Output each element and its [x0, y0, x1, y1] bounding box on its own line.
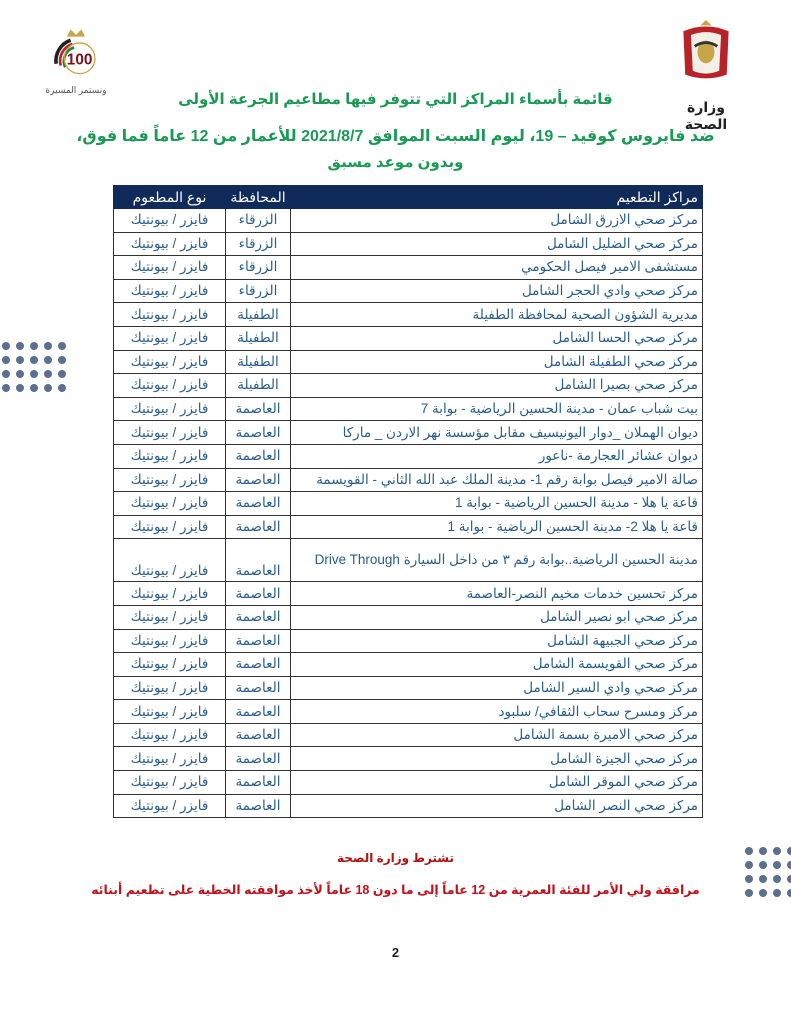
table-row: [114, 794, 703, 818]
vaccine-type: فايزر / بيونتيك: [114, 421, 226, 445]
vaccine-type: فايزر / بيونتيك: [114, 468, 226, 492]
title-line-2: ضد فايروس كوفيد – 19، ليوم السبت الموافق 2021/8/7 للأعمار من 12 عاماً فما فوق،: [76, 128, 715, 145]
centennial-logo-caption: ونستمر المسيرة: [45, 85, 107, 95]
governorate: العاصمة: [226, 723, 291, 747]
center-name: ديوان الهملان _دوار اليونيسيف مقابل مؤسسة نهر الاردن _ ماركا: [291, 421, 703, 445]
vaccine-type: فايزر / بيونتيك: [114, 653, 226, 677]
center-name: مركز صحي الحسا الشامل: [291, 326, 703, 350]
title-line-3: وبدون موعد مسبق: [327, 154, 464, 171]
table-row: [114, 515, 703, 539]
governorate: الطفيلة: [226, 374, 291, 398]
crown-100-emblem-icon: [40, 24, 112, 80]
table-row: [114, 700, 703, 724]
center-name: مركز صحي الازرق الشامل: [291, 209, 703, 233]
governorate: العاصمة: [226, 397, 291, 421]
vaccine-type: فايزر / بيونتيك: [114, 397, 226, 421]
vaccine-type: فايزر / بيونتيك: [114, 605, 226, 629]
governorate: العاصمة: [226, 421, 291, 445]
governorate: الزرقاء: [226, 256, 291, 280]
vaccine-type: فايزر / بيونتيك: [114, 326, 226, 350]
governorate: العاصمة: [226, 794, 291, 818]
governorate: العاصمة: [226, 700, 291, 724]
center-name: صالة الامير فيصل بوابة رقم 1- مدينة الملك عبد الله الثاني - القويسمة: [291, 468, 703, 492]
center-name: مركز صحي بصيرا الشامل: [291, 374, 703, 398]
center-name: مركز ومسرح سحاب الثقافي/ سلبود: [291, 700, 703, 724]
center-name: مدينة الحسين الرياضية..بوابة رقم ٣ من داخل السيارة Drive Through: [291, 539, 703, 582]
governorate: العاصمة: [226, 653, 291, 677]
governorate: العاصمة: [226, 492, 291, 516]
governorate: الطفيلة: [226, 326, 291, 350]
condition-text: مرافقة ولي الأمر للفئة العمرية من 12 عاماً إلى ما دون 18 عاماً لأخذ موافقته الخطية على تطعيم أبنائه: [91, 883, 700, 898]
vaccine-type: فايزر / بيونتيك: [114, 747, 226, 771]
table-row: [114, 747, 703, 771]
center-name: مستشفى الامير فيصل الحكومي: [291, 256, 703, 280]
center-name: مركز صحي الضليل الشامل: [291, 232, 703, 256]
vaccine-type: فايزر / بيونتيك: [114, 539, 226, 582]
table-row: [114, 209, 703, 233]
table-row: [114, 350, 703, 374]
table-row: [114, 629, 703, 653]
table-row: [114, 421, 703, 445]
center-name: مركز صحي الجبيهة الشامل: [291, 629, 703, 653]
vaccine-type: فايزر / بيونتيك: [114, 492, 226, 516]
governorate: الزرقاء: [226, 209, 291, 233]
table-row: [114, 397, 703, 421]
governorate: العاصمة: [226, 629, 291, 653]
governorate: العاصمة: [226, 444, 291, 468]
jordan-coat-of-arms-icon: [670, 18, 742, 84]
vaccine-type: فايزر / بيونتيك: [114, 374, 226, 398]
governorate: العاصمة: [226, 539, 291, 582]
governorate: الطفيلة: [226, 303, 291, 327]
table-row: [114, 582, 703, 606]
center-name: مركز صحي النصر الشامل: [291, 794, 703, 818]
governorate: العاصمة: [226, 515, 291, 539]
governorate: العاصمة: [226, 582, 291, 606]
page-number: 2: [391, 945, 400, 961]
governorate: العاصمة: [226, 468, 291, 492]
center-name: مركز صحي ابو نصير الشامل: [291, 605, 703, 629]
table-row: [114, 723, 703, 747]
table-row: [114, 256, 703, 280]
vaccine-type: فايزر / بيونتيك: [114, 209, 226, 233]
table-row: [114, 771, 703, 795]
center-name: مركز صحي وادي الحجر الشامل: [291, 279, 703, 303]
table-row: [114, 374, 703, 398]
governorate: الزرقاء: [226, 232, 291, 256]
center-name: مركز صحي الجيزة الشامل: [291, 747, 703, 771]
governorate: العاصمة: [226, 676, 291, 700]
table-row: [114, 492, 703, 516]
table-row: [114, 676, 703, 700]
vaccine-type: فايزر / بيونتيك: [114, 515, 226, 539]
vaccine-type: فايزر / بيونتيك: [114, 700, 226, 724]
table-row: [114, 653, 703, 677]
table-row: [114, 326, 703, 350]
condition-title: تشترط وزارة الصحة: [336, 851, 455, 866]
center-name: قاعة يا هلا 2- مدينة الحسين الرياضية - بوابة 1: [291, 515, 703, 539]
centennial-logo: [40, 24, 112, 94]
vaccine-type: فايزر / بيونتيك: [114, 723, 226, 747]
table-header-row: [114, 186, 703, 209]
governorate: الزرقاء: [226, 279, 291, 303]
center-name: مركز صحي الموقر الشامل: [291, 771, 703, 795]
table-row: [114, 468, 703, 492]
vaccination-centers-table: [113, 185, 703, 818]
vaccine-type: فايزر / بيونتيك: [114, 771, 226, 795]
vaccine-type: فايزر / بيونتيك: [114, 279, 226, 303]
center-name: مركز تحسين خدمات مخيم النصر-العاصمة: [291, 582, 703, 606]
governorate: العاصمة: [226, 747, 291, 771]
vaccine-type: فايزر / بيونتيك: [114, 676, 226, 700]
vaccine-type: فايزر / بيونتيك: [114, 444, 226, 468]
header-governorate: المحافظة: [226, 186, 291, 209]
center-name: ديوان عشائر العجارمة -ناعور: [291, 444, 703, 468]
svg-text:100: 100: [66, 51, 93, 69]
vaccine-type: فايزر / بيونتيك: [114, 582, 226, 606]
center-name: مركز صحي وادي السير الشامل: [291, 676, 703, 700]
header-center: مراكز التطعيم: [291, 186, 703, 209]
vaccine-type: فايزر / بيونتيك: [114, 303, 226, 327]
table-row: [114, 232, 703, 256]
table-row: [114, 303, 703, 327]
governorate: الطفيلة: [226, 350, 291, 374]
page-content: [0, 90, 791, 961]
ministry-name: وزارة الصحة: [684, 99, 728, 132]
vaccine-type: فايزر / بيونتيك: [114, 629, 226, 653]
center-name: مركز صحي الطفيلة الشامل: [291, 350, 703, 374]
vaccine-type: فايزر / بيونتيك: [114, 350, 226, 374]
table-row: [114, 279, 703, 303]
header-vaccine: نوع المطعوم: [114, 186, 226, 209]
center-name: بيت شباب عمان - مدينة الحسين الرياضية - بوابة 7: [291, 397, 703, 421]
center-name: مركز صحي الاميرة بسمة الشامل: [291, 723, 703, 747]
governorate: العاصمة: [226, 605, 291, 629]
vaccine-type: فايزر / بيونتيك: [114, 256, 226, 280]
center-name: مركز صحي القويسمة الشامل: [291, 653, 703, 677]
table-row: [114, 444, 703, 468]
vaccine-type: فايزر / بيونتيك: [114, 794, 226, 818]
table-row: [114, 605, 703, 629]
title-line-1: قائمة بأسماء المراكز التي تتوفر فيها مطاعيم الجرعة الأولى: [178, 91, 613, 108]
center-name: مديرية الشؤون الصحية لمحافظة الطفيلة: [291, 303, 703, 327]
table-row: [114, 539, 703, 582]
vaccine-type: فايزر / بيونتيك: [114, 232, 226, 256]
governorate: العاصمة: [226, 771, 291, 795]
center-name: قاعة يا هلا - مدينة الحسين الرياضية - بوابة 1: [291, 492, 703, 516]
